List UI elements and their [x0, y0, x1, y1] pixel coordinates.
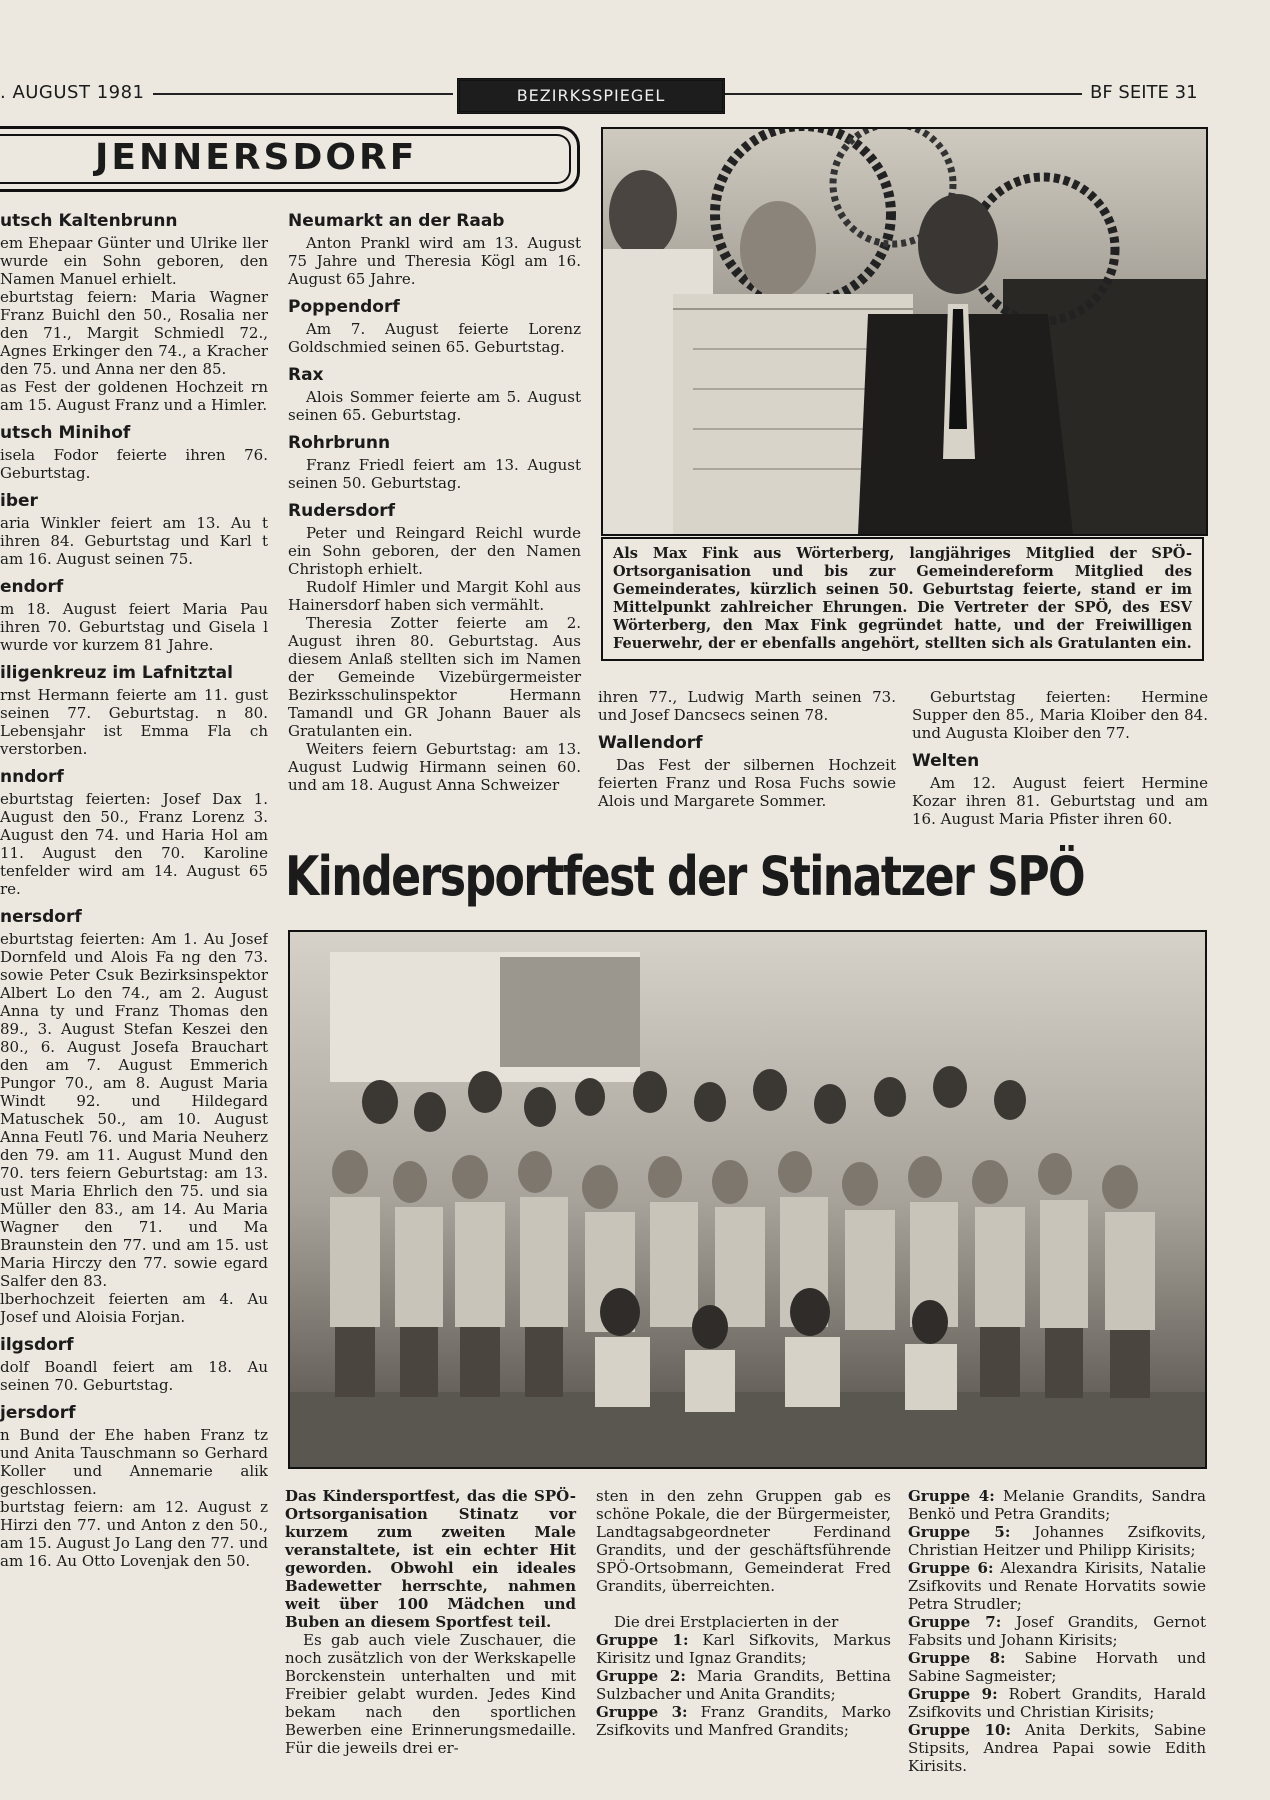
- place-heading: Wallendorf: [598, 733, 703, 753]
- group-names: Franz Grandits, Marko Zsifkovits und Manfred Grandits;: [596, 1703, 891, 1739]
- page-number: BF SEITE 31: [1090, 82, 1198, 103]
- group-label: Gruppe 8:: [908, 1649, 1006, 1667]
- issue-date: . AUGUST 1981: [0, 82, 145, 103]
- article-headline: Kindersportfest der Stinatzer SPÖ: [285, 845, 1085, 908]
- column-3a: [598, 688, 896, 810]
- paragraph: Am 12. August feiert Hermine Kozar ihren 81. Geburtstag und am 16. August Maria Pfister ihren 60.: [912, 774, 1208, 828]
- paragraph: isela Fodor feierte ihren 76. Geburtstag.: [0, 446, 268, 482]
- paragraph: em Ehepaar Günter und Ulrike ller wurde ein Sohn geboren, den Namen Manuel erhielt.: [0, 234, 268, 288]
- group-result: [908, 1487, 1206, 1523]
- group-result: [908, 1613, 1206, 1649]
- district-banner: [0, 126, 580, 192]
- photo-illustration: [603, 129, 1206, 534]
- group-label: Gruppe 9:: [908, 1685, 998, 1703]
- paragraph: Weiters feiern Geburtstag: am 13. August Ludwig Hirmann seinen 60. und am 18. August Anna Schweizer: [288, 740, 581, 794]
- article-column-1: [285, 1487, 576, 1757]
- paragraph: Es gab auch viele Zuschauer, die noch zusätzlich von der Werkskapelle Borckenstein unterhalten und mit Freibier gelabt wurden. Jedes Kind bekam nach den sportlichen Bewerben eine Erinnerungsmedaille. Für die jeweils drei er-: [285, 1631, 576, 1757]
- group-result: [908, 1649, 1206, 1685]
- column-3b: [912, 688, 1208, 828]
- place-heading: utsch Minihof: [0, 423, 131, 443]
- group-names: Sabine Horvath und Sabine Sagmeister;: [908, 1649, 1206, 1685]
- paragraph: Alois Sommer feierte am 5. August seinen 65. Geburtstag.: [288, 388, 581, 424]
- place-heading: iber: [0, 491, 38, 511]
- paragraph: m 18. August feiert Maria Pau ihren 70. Geburtstag und Gisela l wurde vor kurzem 81 Jahre.: [0, 600, 268, 654]
- paragraph: eburtstag feierten: Josef Dax 1. August den 50., Franz Lorenz 3. August den 74. und Haria Hol am 11. August den 70. Karoline tenfelder wird am 14. August 65 re.: [0, 790, 268, 898]
- paragraph: Das Fest der silbernen Hochzeit feierten Franz und Rosa Fuchs sowie Alois und Margarete Sommer.: [598, 756, 896, 810]
- article-column-2: [596, 1487, 891, 1739]
- group-names: Josef Grandits, Gernot Fabsits und Johann Kirisits;: [908, 1613, 1206, 1649]
- paragraph: aria Winkler feiert am 13. Au t ihren 84. Geburtstag und Karl t am 16. August seinen 75.: [0, 514, 268, 568]
- group-names: Melanie Grandits, Sandra Benkö und Petra Grandits;: [908, 1487, 1207, 1523]
- article-column-3: [908, 1487, 1206, 1775]
- paragraph: burtstag feiern: am 12. August z Hirzi den 77. und Anton z den 50., am 15. August Jo Lang den 77. und am 16. Au Otto Lovenjak den 50.: [0, 1498, 268, 1570]
- place-heading: Welten: [912, 751, 980, 771]
- photo-caption: Als Max Fink aus Wörterberg, langjähriges Mitglied der SPÖ-Ortsorganisation und bis zur Gemeindereform Mitglied des Gemeinderates, kürzlich seinen 50. Geburtstag feierte, stand er im Mittelpunkt zahlreicher Ehrungen. Die Vertreter der SPÖ, des ESV Wörterberg, den Max Fink gegründet hatte, und der Freiwilligen Feuerwehr, der er ebenfalls angehört, stellten sich als Gratulanten ein.: [601, 537, 1204, 661]
- group-label: Gruppe 6:: [908, 1559, 994, 1577]
- group-names: Anita Derkits, Sabine Stipsits, Andrea Papai sowie Edith Kirisits.: [908, 1721, 1206, 1775]
- group-result: [596, 1703, 891, 1739]
- paragraph: as Fest der goldenen Hochzeit rn am 15. August Franz und a Himler.: [0, 378, 268, 414]
- column-1: [0, 210, 268, 1570]
- paragraph: Die drei Erstplacierten in der: [614, 1613, 839, 1631]
- paragraph: Rudolf Himler und Margit Kohl aus Hainersdorf haben sich vermählt.: [288, 578, 581, 614]
- paragraph: rnst Hermann feierte am 11. gust seinen 77. Geburtstag. n 80. Lebensjahr ist Emma Fla ch verstorben.: [0, 686, 268, 758]
- group-label: Gruppe 3:: [596, 1703, 688, 1721]
- group-names: Karl Sifkovits, Markus Kirisitz und Ignaz Grandits;: [596, 1631, 891, 1667]
- group-label: Gruppe 7:: [908, 1613, 1002, 1631]
- group-photo-illustration: [290, 932, 1205, 1467]
- header-rule-right: [725, 93, 1082, 95]
- place-heading: Rudersdorf: [288, 501, 396, 521]
- group-names: Maria Grandits, Bettina Sulzbacher und Anita Grandits;: [596, 1667, 891, 1703]
- group-result: [908, 1559, 1206, 1613]
- paragraph: sten in den zehn Gruppen gab es schöne Pokale, die der Bürgermeister, Landtagsabgeordneter Ferdinand Grandits, und der geschäftsführende SPÖ-Ortsobmann, Gemeinderat Fred Grandits, überreichten.: [596, 1487, 891, 1595]
- group-names: Alexandra Kirisits, Natalie Zsifkovits und Renate Horvatits sowie Petra Strudler;: [908, 1559, 1206, 1613]
- place-heading: iligenkreuz im Lafnitztal: [0, 663, 233, 683]
- page-header: [0, 78, 1215, 110]
- place-heading: nndorf: [0, 767, 64, 787]
- place-heading: Poppendorf: [288, 297, 400, 317]
- paragraph: Franz Friedl feiert am 13. August seinen 50. Geburtstag.: [288, 456, 581, 492]
- group-names: Robert Grandits, Harald Zsifkovits und Christian Kirisits;: [908, 1685, 1206, 1721]
- group-result: [908, 1721, 1206, 1775]
- paragraph: n Bund der Ehe haben Franz tz und Anita Tauschmann so Gerhard Koller und Annemarie alik geschlossen.: [0, 1426, 268, 1498]
- district-title: JENNERSDORF: [95, 137, 418, 178]
- portrait-photo-icon: [601, 127, 1208, 536]
- paragraph: Theresia Zotter feierte am 2. August ihren 80. Geburtstag. Aus diesem Anlaß stellten sich im Namen der Gemeinde Vizebürgermeister Bezirksschulinspektor Hermann Tamandl und GR Johann Bauer als Gratulanten ein.: [288, 614, 581, 740]
- place-heading: endorf: [0, 577, 64, 597]
- group-result: [908, 1685, 1206, 1721]
- place-heading: Neumarkt an der Raab: [288, 211, 505, 231]
- place-heading: ilgsdorf: [0, 1335, 74, 1355]
- paragraph: ihren 77., Ludwig Marth seinen 73. und Josef Dancsecs seinen 78.: [598, 688, 896, 724]
- group-label: Gruppe 10:: [908, 1721, 1012, 1739]
- paragraph: Peter und Reingard Reichl wurde ein Sohn geboren, der den Namen Christoph erhielt.: [288, 524, 581, 578]
- group-label: Gruppe 5:: [908, 1523, 1011, 1541]
- group-result: [908, 1523, 1206, 1559]
- place-heading: utsch Kaltenbrunn: [0, 211, 178, 231]
- place-heading: nersdorf: [0, 907, 82, 927]
- paragraph: lberhochzeit feierten am 4. Au Josef und Aloisia Forjan.: [0, 1290, 268, 1326]
- place-heading: Rax: [288, 365, 324, 385]
- paragraph: Am 7. August feierte Lorenz Goldschmied seinen 65. Geburtstag.: [288, 320, 581, 356]
- group-names: Johannes Zsifkovits, Christian Heitzer und Philipp Kirisits;: [908, 1523, 1207, 1559]
- paragraph: dolf Boandl feiert am 18. Au seinen 70. Geburtstag.: [0, 1358, 268, 1394]
- paragraph: Geburtstag feierten: Hermine Supper den 85., Maria Kloiber den 84. und Augusta Kloiber den 77.: [912, 688, 1208, 742]
- section-label: BEZIRKSSPIEGEL: [457, 78, 725, 114]
- column-2: [288, 210, 581, 794]
- group-label: Gruppe 4:: [908, 1487, 995, 1505]
- paragraph: eburtstag feierten: Am 1. Au Josef Dornfeld und Alois Fa ng den 73. sowie Peter Csuk Bezirksinspektor Albert Lo den 74., am 2. August Anna ty und Franz Thomas den 89., 3. August Stefan Keszei den 80., 6. August Josefa Brauchart den am 7. August Emmerich Pungor 70., am 8. August Maria Windt 92. und Hildegard Matuschek 50., am 10. August Anna Feutl 76. und Maria Neuherz den 79. am 11. August Mund den 70. ters feiern Geburtstag: am 13. ust Maria Ehrlich den 75. und sia Müller den 83., am 14. Au Maria Wagner den 71. und Ma Braunstein den 77. und am 15. ust Maria Hirczy den 77. sowie egard Salfer den 83.: [0, 930, 268, 1290]
- paragraph: eburtstag feiern: Maria Wagner Franz Buichl den 50., Rosalia ner den 71., Margit Schmiedl 72., Agnes Erkinger den 74., a Kracher den 75. und Anna ner den 85.: [0, 288, 268, 378]
- group-label: Gruppe 1:: [596, 1631, 689, 1649]
- group-label: Gruppe 2:: [596, 1667, 686, 1685]
- group-photo-icon: [288, 930, 1207, 1469]
- paragraph: Anton Prankl wird am 13. August 75 Jahre und Theresia Kögl am 16. August 65 Jahre.: [288, 234, 581, 288]
- group-result: [596, 1667, 891, 1703]
- place-heading: Rohrbrunn: [288, 433, 391, 453]
- article-lead: Das Kindersportfest, das die SPÖ-Ortsorganisation Stinatz vor kurzem zum zweiten Male veranstaltete, ist ein echter Hit geworden. Obwohl ein ideales Badewetter herrschte, nahmen weit über 100 Mädchen und Buben an diesem Sportfest teil.: [285, 1487, 576, 1631]
- header-rule-left: [153, 93, 453, 95]
- group-result: [596, 1631, 891, 1667]
- place-heading: jersdorf: [0, 1403, 76, 1423]
